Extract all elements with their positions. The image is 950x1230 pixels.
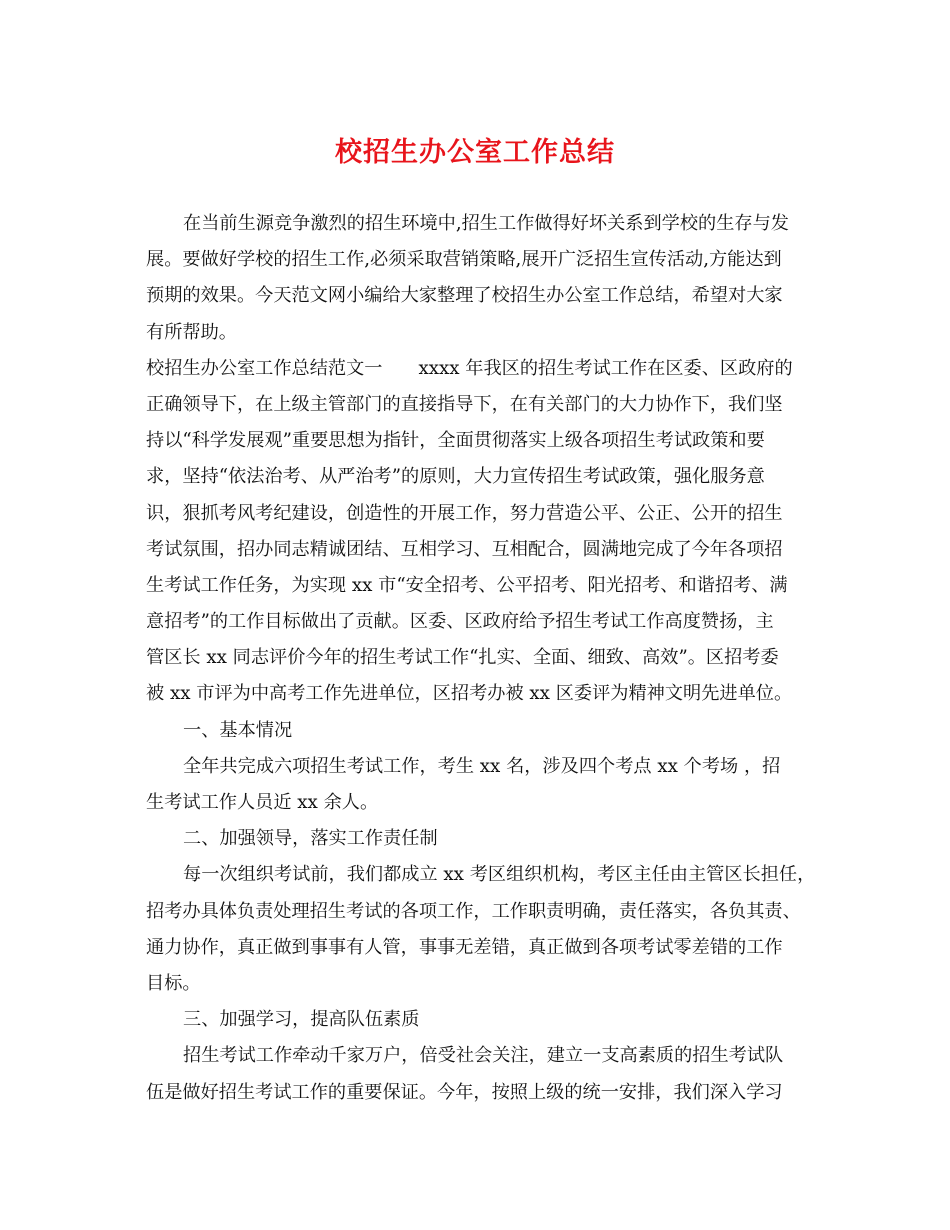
line-text: 每一次组织考试前，我们都成立 xx 考区组织机构，考区主任由主管区长担任， [183, 864, 816, 886]
line-text: 正确领导下，在上级主管部门的直接指导下，在有关部门的大力协作下，我们坚 [146, 393, 783, 415]
paragraph-line [146, 351, 816, 387]
paragraph-line [146, 785, 816, 821]
line-text-continued: xxxx 年我区的招生考试工作在区委、区政府的 [418, 357, 793, 379]
paragraph-line [146, 821, 816, 857]
paragraph-line [146, 206, 816, 242]
paragraph-line [146, 496, 816, 532]
line-text: 招考办具体负责处理招生考试的各项工作，工作职责明确，责任落实，各负其责、 [146, 900, 801, 922]
line-text: 管区长 xx 同志评价今年的招生考试工作“扎实、全面、细致、高效”。区招考委 [146, 647, 779, 669]
paragraph-line [146, 1038, 816, 1074]
paragraph-line [146, 1075, 816, 1111]
paragraph-line [146, 387, 816, 423]
line-text: 有所帮助。 [146, 321, 237, 343]
line-text: 校招生办公室工作总结范文一 [146, 357, 383, 379]
paragraph-line [146, 568, 816, 604]
line-text: 求，坚持“依法治考、从严治考”的原则，大力宣传招生考试政策，强化服务意 [146, 466, 765, 488]
line-text: 通力协作，真正做到事事有人管，事事无差错，真正做到各项考试零差错的工作 [146, 936, 783, 958]
paragraph-line [146, 459, 816, 495]
line-text: 考试氛围，招办同志精诚团结、互相学习、互相配合，圆满地完成了今年各项招 [146, 538, 783, 560]
paragraph-line [146, 278, 816, 314]
paragraph-line [146, 532, 816, 568]
paragraph-line [146, 423, 816, 459]
paragraph-line [146, 894, 816, 930]
paragraph-line [146, 604, 816, 640]
paragraph-line [146, 1002, 816, 1038]
line-text: 生考试工作任务，为实现 xx 市“安全招考、公平招考、阳光招考、和谐招考、满 [146, 574, 788, 596]
paragraph-line [146, 640, 816, 676]
document-body [146, 206, 816, 1111]
line-text: 全年共完成六项招生考试工作，考生 xx 名，涉及四个考点 xx 个考场 ，招 [183, 755, 781, 777]
paragraph-line [146, 713, 816, 749]
line-text: 二、加强领导，落实工作责任制 [183, 828, 438, 850]
document-title: 校招生办公室工作总结 [335, 137, 615, 168]
paragraph-line [146, 857, 816, 893]
line-text: 一、基本情况 [183, 719, 293, 741]
line-text: 预期的效果。今天范文网小编给大家整理了校招生办公室工作总结，希望对大家 [146, 285, 783, 307]
line-text: 展。要做好学校的招生工作,必须采取营销策略,展开广泛招生宣传活动,方能达到 [146, 249, 782, 271]
paragraph-line [146, 242, 816, 278]
line-text: 目标。 [146, 972, 201, 994]
paragraph-line [146, 315, 816, 351]
line-text: 在当前生源竞争激烈的招生环境中,招生工作做得好坏关系到学校的生存与发 [183, 213, 789, 234]
paragraph-line [146, 676, 816, 712]
line-text: 识，狠抓考风考纪建设，创造性的开展工作，努力营造公平、公正、公开的招生 [146, 502, 783, 524]
paragraph-line [146, 966, 816, 1002]
line-text: 意招考”的工作目标做出了贡献。区委、区政府给予招生考试工作高度赞扬，主 [146, 611, 774, 633]
line-text: 持以“科学发展观”重要思想为指针，全面贯彻落实上级各项招生考试政策和要 [146, 430, 765, 452]
paragraph-line [146, 749, 816, 785]
line-text: 招生考试工作牵动千家万户，倍受社会关注，建立一支高素质的招生考试队 [183, 1045, 784, 1067]
line-text: 被 xx 市评为中高考工作先进单位，区招考办被 xx 区委评为精神文明先进单位。 [146, 683, 793, 705]
line-text: 伍是做好招生考试工作的重要保证。今年，按照上级的统一安排，我们深入学习 [146, 1081, 783, 1103]
line-text: 三、加强学习，提高队伍素质 [183, 1009, 420, 1031]
line-text: 生考试工作人员近 xx 余人。 [146, 792, 379, 813]
paragraph-line [146, 930, 816, 966]
